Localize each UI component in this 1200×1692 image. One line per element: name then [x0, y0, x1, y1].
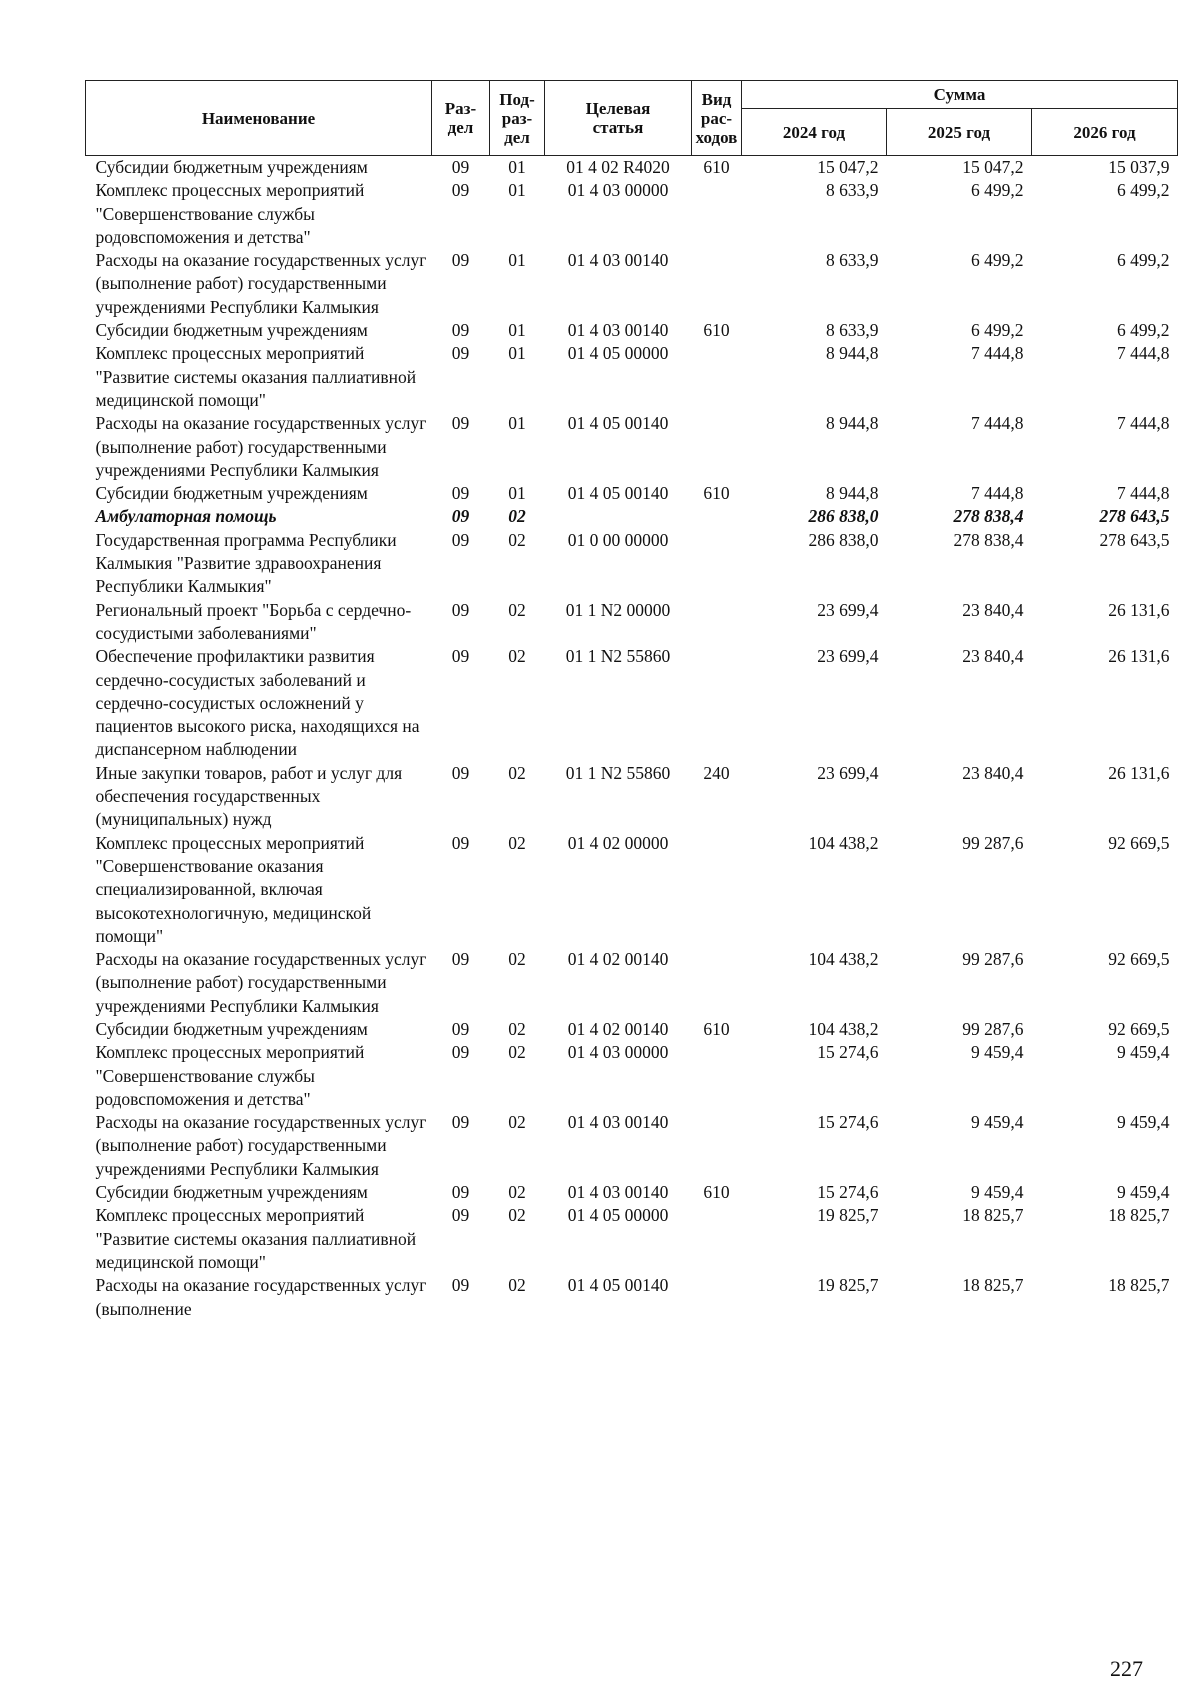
row-sum-2026: 9 459,4: [1117, 1182, 1170, 1203]
row-sum-2024: 23 699,4: [817, 599, 879, 620]
row-razdel: 09: [451, 180, 470, 201]
table-row: [86, 832, 1178, 948]
row-celevaya-statya: 01 0 00 00000: [567, 529, 669, 550]
row-sum-2024: 15 047,2: [817, 157, 879, 177]
row-podrazdel: 02: [508, 1275, 526, 1296]
row-sum-2025: 9 459,4: [971, 1042, 1024, 1063]
row-razdel: 09: [451, 1182, 470, 1203]
row-vid-rashodov: [692, 1111, 742, 1181]
table-row: [86, 948, 1178, 1018]
row-sum-2026: 6 499,2: [1117, 320, 1170, 341]
row-podrazdel: 02: [508, 762, 526, 783]
row-celevaya-statya: [545, 505, 692, 528]
row-sum-2026: 26 131,6: [1108, 646, 1170, 667]
row-vid-rashodov: [692, 1041, 742, 1111]
row-vid-rashodov: [692, 1274, 742, 1321]
row-sum-2024: 104 438,2: [808, 1018, 879, 1039]
row-vid-rashodov: [692, 249, 742, 319]
row-name: Субсидии бюджетным учреждениям: [95, 1182, 368, 1203]
row-razdel: 09: [451, 250, 470, 271]
row-podrazdel: 02: [508, 529, 526, 550]
table-row: [86, 412, 1178, 482]
row-sum-2024: 15 274,6: [817, 1042, 879, 1063]
table-row: [86, 179, 1178, 249]
row-sum-2026: 278 643,5: [1099, 529, 1170, 550]
budget-table: [85, 80, 1178, 1321]
row-sum-2025: 15 047,2: [962, 157, 1024, 177]
row-sum-2025: 99 287,6: [962, 832, 1024, 853]
row-sum-2025: 7 444,8: [971, 483, 1024, 504]
table-row: [86, 645, 1178, 761]
header-razdel: Раз- дел: [432, 81, 490, 156]
row-razdel: 09: [451, 1275, 470, 1296]
row-sum-2026: 6 499,2: [1117, 250, 1170, 271]
row-sum-2025: 6 499,2: [971, 320, 1024, 341]
table-body: [86, 156, 1178, 1321]
table-row: [86, 762, 1178, 832]
row-razdel: 09: [451, 506, 470, 527]
row-vid-rashodov: 610: [703, 1182, 730, 1203]
row-sum-2026: 278 643,5: [1099, 506, 1170, 527]
row-razdel: 09: [451, 343, 470, 364]
header-year-2025: 2025 год: [887, 109, 1032, 156]
row-razdel: 09: [451, 1018, 470, 1039]
row-celevaya-statya: 01 4 03 00140: [567, 250, 669, 271]
row-sum-2024: 8 633,9: [826, 250, 879, 271]
row-sum-2024: 8 633,9: [826, 180, 879, 201]
row-sum-2024: 23 699,4: [817, 762, 879, 783]
row-name: Комплекс процессных мероприятий "Совершенствование службы родовспоможения и детства": [95, 1042, 365, 1109]
row-sum-2024: 19 825,7: [817, 1205, 879, 1226]
row-name: Комплекс процессных мероприятий "Совершенствование оказания специализированной, включая высокотехнологичную, медицинской помощи": [95, 832, 372, 946]
row-sum-2025: 9 459,4: [971, 1112, 1024, 1133]
row-razdel: 09: [451, 1205, 470, 1226]
page-number: 227: [1110, 1656, 1143, 1681]
row-sum-2024: 23 699,4: [817, 646, 879, 667]
row-name: Расходы на оказание государственных услуг (выполнение работ) государственными учреждениями Республики Калмыкия: [95, 413, 427, 480]
row-celevaya-statya: 01 4 05 00140: [567, 1275, 669, 1296]
row-vid-rashodov: [692, 179, 742, 249]
row-vid-rashodov: [692, 1204, 742, 1274]
row-sum-2026: 92 669,5: [1108, 949, 1170, 970]
row-name: Субсидии бюджетным учреждениям: [95, 320, 368, 341]
row-name: Комплекс процессных мероприятий "Развитие системы оказания паллиативной медицинской помощи": [95, 343, 417, 410]
row-name: Расходы на оказание государственных услуг (выполнение: [95, 1275, 427, 1319]
row-vid-rashodov: [692, 645, 742, 761]
row-sum-2026: 6 499,2: [1117, 180, 1170, 201]
row-podrazdel: 02: [508, 1205, 526, 1226]
row-podrazdel: 02: [508, 1018, 526, 1039]
table-row: [86, 1181, 1178, 1204]
row-name: Иные закупки товаров, работ и услуг для обеспечения государственных (муниципальных) нужд: [95, 762, 403, 830]
row-razdel: 09: [451, 1042, 470, 1063]
row-razdel: 09: [451, 320, 470, 341]
row-celevaya-statya: 01 4 05 00000: [567, 1205, 669, 1226]
table-row: [86, 156, 1178, 180]
row-name: Региональный проект "Борьба с сердечно-сосудистыми заболеваниями": [95, 599, 412, 643]
row-name: Субсидии бюджетным учреждениям: [95, 157, 368, 177]
row-celevaya-statya: 01 1 N2 55860: [565, 762, 671, 783]
table-row: [86, 1274, 1178, 1321]
row-sum-2024: 286 838,0: [808, 529, 879, 550]
row-podrazdel: 01: [508, 343, 526, 364]
row-sum-2026: 92 669,5: [1108, 1018, 1170, 1039]
row-sum-2025: 18 825,7: [962, 1205, 1024, 1226]
header-year-2026: 2026 год: [1032, 109, 1178, 156]
row-podrazdel: 02: [508, 1182, 526, 1203]
row-sum-2024: 15 274,6: [817, 1112, 879, 1133]
row-sum-2024: 15 274,6: [817, 1182, 879, 1203]
row-podrazdel: 01: [508, 250, 526, 271]
row-celevaya-statya: 01 1 N2 55860: [565, 646, 671, 667]
row-sum-2025: 7 444,8: [971, 413, 1024, 434]
table-row: [86, 342, 1178, 412]
row-sum-2025: 6 499,2: [971, 250, 1024, 271]
table-header: [86, 81, 1178, 156]
row-name: Государственная программа Республики Калмыкия "Развитие здравоохранения Республики Калмыкия": [95, 529, 397, 597]
row-celevaya-statya: 01 4 03 00000: [567, 180, 669, 201]
table-row: [86, 249, 1178, 319]
row-sum-2026: 18 825,7: [1108, 1205, 1170, 1226]
table-row: [86, 1018, 1178, 1041]
row-vid-rashodov: [692, 599, 742, 646]
table-row: [86, 319, 1178, 342]
row-sum-2024: 8 944,8: [826, 483, 879, 504]
row-name: Комплекс процессных мероприятий "Развитие системы оказания паллиативной медицинской помощи": [95, 1205, 417, 1272]
row-celevaya-statya: 01 4 05 00140: [567, 483, 669, 504]
row-sum-2024: 19 825,7: [817, 1275, 879, 1296]
table-row: [86, 505, 1178, 528]
row-razdel: 09: [451, 157, 470, 177]
row-celevaya-statya: 01 4 03 00140: [567, 1112, 669, 1133]
row-podrazdel: 01: [508, 157, 526, 177]
row-sum-2026: 92 669,5: [1108, 832, 1170, 853]
row-sum-2026: 7 444,8: [1117, 483, 1170, 504]
row-sum-2025: 18 825,7: [962, 1275, 1024, 1296]
row-celevaya-statya: 01 4 03 00140: [567, 320, 669, 341]
row-celevaya-statya: 01 4 03 00000: [567, 1042, 669, 1063]
table-row: [86, 1111, 1178, 1181]
row-razdel: 09: [451, 413, 470, 434]
row-sum-2025: 99 287,6: [962, 949, 1024, 970]
header-vid-rashodov: Вид рас- ходов: [692, 81, 742, 156]
row-name: Расходы на оказание государственных услуг (выполнение работ) государственными учреждениями Республики Калмыкия: [95, 949, 427, 1016]
row-celevaya-statya: 01 4 02 00000: [567, 832, 669, 853]
row-vid-rashodov: 610: [703, 320, 730, 341]
row-vid-rashodov: [692, 505, 742, 528]
row-name: Субсидии бюджетным учреждениям: [95, 1018, 368, 1039]
row-razdel: 09: [451, 599, 470, 620]
row-podrazdel: 01: [508, 320, 526, 341]
row-podrazdel: 02: [508, 506, 526, 527]
row-celevaya-statya: 01 4 02 R4020: [566, 157, 670, 177]
row-name: Расходы на оказание государственных услуг (выполнение работ) государственными учреждениями Республики Калмыкия: [95, 250, 427, 317]
row-vid-rashodov: [692, 832, 742, 948]
row-vid-rashodov: [692, 529, 742, 599]
row-name: Обеспечение профилактики развития сердечно-сосудистых заболеваний и сердечно-сосудистых осложнений у пациентов высокого риска, находящихся на диспансерном наблюдении: [95, 646, 420, 760]
row-podrazdel: 02: [508, 1112, 526, 1133]
row-razdel: 09: [451, 483, 470, 504]
header-summa: Сумма: [742, 81, 1178, 109]
row-vid-rashodov: 610: [703, 1018, 730, 1039]
row-podrazdel: 02: [508, 599, 526, 620]
row-vid-rashodov: 240: [703, 762, 730, 783]
row-vid-rashodov: [692, 342, 742, 412]
row-sum-2026: 26 131,6: [1108, 599, 1170, 620]
row-sum-2026: 15 037,9: [1108, 157, 1170, 177]
row-sum-2026: 26 131,6: [1108, 762, 1170, 783]
table-row: [86, 529, 1178, 599]
row-sum-2024: 286 838,0: [808, 506, 879, 527]
row-vid-rashodov: [692, 948, 742, 1018]
row-name: Амбулаторная помощь: [95, 506, 277, 527]
row-celevaya-statya: 01 4 05 00000: [567, 343, 669, 364]
header-year-2024: 2024 год: [742, 109, 887, 156]
row-podrazdel: 01: [508, 483, 526, 504]
row-sum-2025: 23 840,4: [962, 762, 1024, 783]
row-sum-2026: 9 459,4: [1117, 1112, 1170, 1133]
row-sum-2026: 9 459,4: [1117, 1042, 1170, 1063]
row-name: Расходы на оказание государственных услуг (выполнение работ) государственными учреждениями Республики Калмыкия: [95, 1112, 427, 1179]
row-celevaya-statya: 01 4 05 00140: [567, 413, 669, 434]
row-podrazdel: 02: [508, 1042, 526, 1063]
row-sum-2025: 99 287,6: [962, 1018, 1024, 1039]
row-sum-2024: 8 944,8: [826, 413, 879, 434]
row-sum-2024: 104 438,2: [808, 949, 879, 970]
row-name: Субсидии бюджетным учреждениям: [95, 483, 368, 504]
row-vid-rashodov: [692, 412, 742, 482]
table-row: [86, 1204, 1178, 1274]
row-podrazdel: 02: [508, 832, 526, 853]
row-celevaya-statya: 01 4 02 00140: [567, 1018, 669, 1039]
row-sum-2024: 104 438,2: [808, 832, 879, 853]
row-sum-2025: 9 459,4: [971, 1182, 1024, 1203]
row-sum-2025: 23 840,4: [962, 599, 1024, 620]
row-razdel: 09: [451, 529, 470, 550]
row-sum-2025: 278 838,4: [953, 506, 1024, 527]
header-podrazdel: Под- раз- дел: [490, 81, 545, 156]
row-podrazdel: 01: [508, 413, 526, 434]
row-celevaya-statya: 01 4 02 00140: [567, 949, 669, 970]
row-vid-rashodov: 610: [703, 483, 730, 504]
row-celevaya-statya: 01 1 N2 00000: [565, 599, 671, 620]
row-sum-2026: 7 444,8: [1117, 413, 1170, 434]
row-name: Комплекс процессных мероприятий "Совершенствование службы родовспоможения и детства": [95, 180, 365, 247]
row-podrazdel: 02: [508, 949, 526, 970]
row-sum-2026: 7 444,8: [1117, 343, 1170, 364]
row-sum-2025: 6 499,2: [971, 180, 1024, 201]
row-razdel: 09: [451, 646, 470, 667]
row-razdel: 09: [451, 949, 470, 970]
header-name: Наименование: [86, 81, 432, 156]
row-razdel: 09: [451, 762, 470, 783]
header-celevaya-statya: Целевая статья: [545, 81, 692, 156]
row-razdel: 09: [451, 832, 470, 853]
table-row: [86, 1041, 1178, 1111]
row-sum-2026: 18 825,7: [1108, 1275, 1170, 1296]
row-sum-2024: 8 944,8: [826, 343, 879, 364]
row-sum-2025: 7 444,8: [971, 343, 1024, 364]
row-podrazdel: 01: [508, 180, 526, 201]
table-row: [86, 482, 1178, 505]
row-podrazdel: 02: [508, 646, 526, 667]
row-sum-2024: 8 633,9: [826, 320, 879, 341]
row-vid-rashodov: 610: [703, 157, 730, 177]
table-row: [86, 599, 1178, 646]
row-sum-2025: 23 840,4: [962, 646, 1024, 667]
row-sum-2025: 278 838,4: [953, 529, 1024, 550]
row-razdel: 09: [451, 1112, 470, 1133]
row-celevaya-statya: 01 4 03 00140: [567, 1182, 669, 1203]
